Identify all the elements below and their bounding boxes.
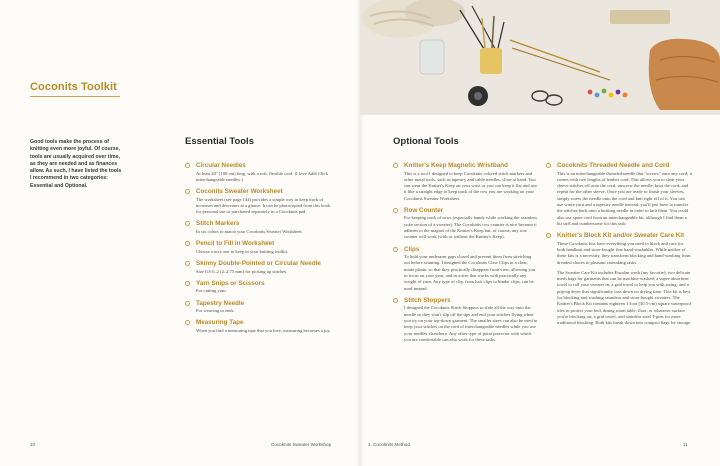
tool-item-paragraph: This is an interchangeable threaded needle that "screws" onto any cord; it comes with two lengths of leather cord. This allows you to slide your sleeve stitches off onto the cord, unscrew the needle, knot the cord, and repeat for the other sleeve. Once you are ready to finish your sleeves, simply screw the needle onto the cord and knit right off of it. You can use waste yarn and a tapestry needle instead; you'll just have to transfer the stitches back onto a knitting needle in order to knit them. You could also use spare cord from an interchangeable kit, although I find them a bit stiff and cumbersome for this task. — [557, 170, 693, 226]
tool-item-title: Circular Needles — [196, 162, 246, 169]
tool-item-title: Knitter's Block Kit and/or Sweater Care Kit — [557, 232, 685, 240]
ring-bullet-icon — [185, 281, 190, 286]
tool-item-title: Knitter's Keep Magnetic Wristband — [404, 162, 508, 169]
tool-item-paragraph: In six colors to match your Cocoknits Sweater Worksheet. — [196, 228, 303, 234]
essential-tools-list — [185, 162, 335, 339]
tool-item — [185, 280, 335, 295]
tool-item — [185, 300, 335, 315]
tool-item-description — [404, 254, 538, 292]
tool-item-title: Skinny Double-Pointed or Circular Needle — [196, 260, 321, 268]
tool-item-description — [196, 308, 335, 314]
tool-item-description — [404, 171, 538, 202]
right-chapter-title: 1. Cocoknits Method — [368, 442, 410, 447]
right-page-number: 11 — [683, 442, 688, 447]
ring-bullet-icon — [546, 233, 551, 238]
optional-tools-list-column-2 — [546, 162, 692, 332]
toolkit-title: Coconits Toolkit — [30, 81, 117, 93]
left-page-number: 10 — [30, 442, 36, 447]
tool-item-title: Clips — [404, 245, 420, 253]
tool-item-paragraph: Size US 0–2 (2–2.75 mm) for picking up stitches. — [196, 268, 288, 274]
tool-item — [185, 319, 335, 334]
tool-item-paragraph: I designed the Cocoknits Stitch Stoppers to slide all the way onto the needle so they won't slip off the tips and end your stitches flying when you try on your top-down garment. The smaller sizes can also be used to keep your stitches on the cord of interchangeable needles while you use your needles elsewhere. Any other type of point protector with which you are comfortable can also work for these tasks. — [404, 305, 538, 342]
tool-item-title: Measuring Tape — [196, 319, 244, 327]
left-running-title: Cocoknits Sweater Workshop — [271, 442, 332, 447]
tool-item-description — [557, 241, 692, 327]
optional-tools-heading: Optional Tools — [393, 136, 459, 147]
ring-bullet-icon — [393, 163, 398, 168]
tool-item — [185, 260, 335, 275]
optional-tools-list-column-1 — [393, 162, 538, 348]
ring-bullet-icon — [185, 221, 190, 226]
tool-item-title: Tapestry Needle — [196, 299, 245, 307]
tool-item-description — [557, 171, 692, 228]
tool-item-title: Yarn Snips or Scissors — [196, 279, 265, 287]
photo-illustration — [360, 0, 720, 115]
tool-item-paragraph: The worksheet (see page 144) provides a simple way to keep track of increases and decreases at a glance. It can be photocopied from this book for personal use or purchased separately in a Cocoknits pad. — [196, 196, 331, 215]
tool-item-description — [404, 305, 538, 343]
tool-item-description — [196, 328, 335, 334]
ring-bullet-icon — [185, 261, 190, 266]
tool-item-paragraph: To hold your underarm gaps closed and prevent them from stretching out before seaming. I designed the Cocoknits Claw Clips in a clear, matte plastic so that they practically disappear from view, allowing you to focus on your yarn, and in a size that works with practically any weight of yarn. Any type of clip, from hair clips to binder clips, can be used instead. — [404, 254, 536, 291]
tool-item — [185, 188, 335, 215]
tool-item-description — [196, 171, 335, 184]
knitting-tools-photo — [360, 0, 720, 115]
tool-item-title: Stitch Stoppers — [404, 296, 451, 304]
ring-bullet-icon — [185, 163, 190, 168]
tool-item — [393, 246, 538, 292]
tool-item — [546, 162, 692, 227]
ring-bullet-icon — [185, 189, 190, 194]
ring-bullet-icon — [393, 208, 398, 213]
tool-item-description — [196, 249, 335, 255]
ring-bullet-icon — [185, 241, 190, 246]
tool-item-paragraph: Choose a nice one to keep in your knitting toolkit. — [196, 248, 289, 254]
tool-item-paragraph: This is a tool I designed to keep Cocoknits colored stitch markers and other metal tools, such as tapestry and cable needles, close at hand. You can wear the Knitter's Keep on your wrist or you can keep it flat and use it like a straight edge to keep track of the row you are working on your Cocoknits Sweater Worksheet. — [404, 170, 537, 201]
ring-bullet-icon — [393, 298, 398, 303]
ring-bullet-icon — [185, 320, 190, 325]
toolkit-title-rule — [30, 96, 120, 97]
tool-item-paragraph: When you find a measuring tape that you love, measuring becomes a joy. — [196, 327, 331, 333]
tool-item-paragraph: These Cocoknits kits have everything you need to block and care for both handknit and store-bought fine hand-washables. While neither of these kits is a necessity, they transform blocking and hand-washing from dreaded chores to pleasant caretaking tasks. — [557, 240, 691, 265]
tool-item-description — [196, 229, 335, 235]
tool-item — [393, 297, 538, 343]
ring-bullet-icon — [393, 247, 398, 252]
tool-item — [393, 162, 538, 202]
tool-item — [393, 207, 538, 241]
tool-item-description — [196, 197, 335, 216]
ring-bullet-icon — [185, 301, 190, 306]
tool-item-paragraph: For weaving in ends. — [196, 308, 235, 314]
tool-item-paragraph: The Sweater Care Kit includes Eucalan wash (my favorite); two delicate mesh bags for garments that can be machine-washed; a super-absorbent towel to roll your sweater in; a grid towel to help you with sizing; and a pop-up dryer that significantly cuts down on drying time. This kit is best for blocking and washing seamless and store-bought sweaters. The Knitter's Block Kit contains eighteen 1-foot (30.5-cm) square waterproof tiles to protect your bed, dining room table, floor, or whatever surface you're blocking on; a grid towel; and stainless steel T-pins for more traditional blocking. Both kits break down into compact bags for storage. — [557, 269, 692, 326]
tool-item-title: Cocoknits Threaded Needle and Cord — [557, 162, 670, 169]
toolkit-intro: Good tools make the process of knitting even more joyful. Of course, tools are usually acquired over time, as they are needed and as finances allow. As such, I have listed the tools I recommend in two categories: Essential and Optional. — [30, 139, 122, 189]
tool-item-paragraph: For keeping track of rows (especially handy while working the seamless yoke section of a sweater). The Cocoknits row counter is nice because it adheres to the magnet of the Knitter's Keep but, of course, any row counter will work (with or without the Knitter's Keep). — [404, 215, 537, 240]
tool-item — [185, 162, 335, 183]
essential-tools-heading: Essential Tools — [185, 136, 254, 147]
tool-item — [185, 240, 335, 255]
tool-item-title: Pencil to Fill in Worksheet — [196, 240, 275, 248]
tool-item-description — [404, 215, 538, 240]
tool-item-description — [196, 269, 335, 275]
tool-item — [546, 232, 692, 326]
tool-item — [185, 220, 335, 235]
tool-item-paragraph: At least 40" (100 cm) long, with a soft, flexible cord. (I love Addi Click interchangeable needles.) — [196, 170, 328, 182]
tool-item-description — [196, 288, 335, 294]
tool-item-paragraph: For cutting yarn. — [196, 288, 227, 294]
tool-item-title: Row Counter — [404, 206, 444, 214]
tool-item-title: Coconits Sweater Worksheet — [196, 188, 283, 196]
ring-bullet-icon — [546, 163, 551, 168]
tool-item-title: Stitch Markers — [196, 220, 240, 228]
